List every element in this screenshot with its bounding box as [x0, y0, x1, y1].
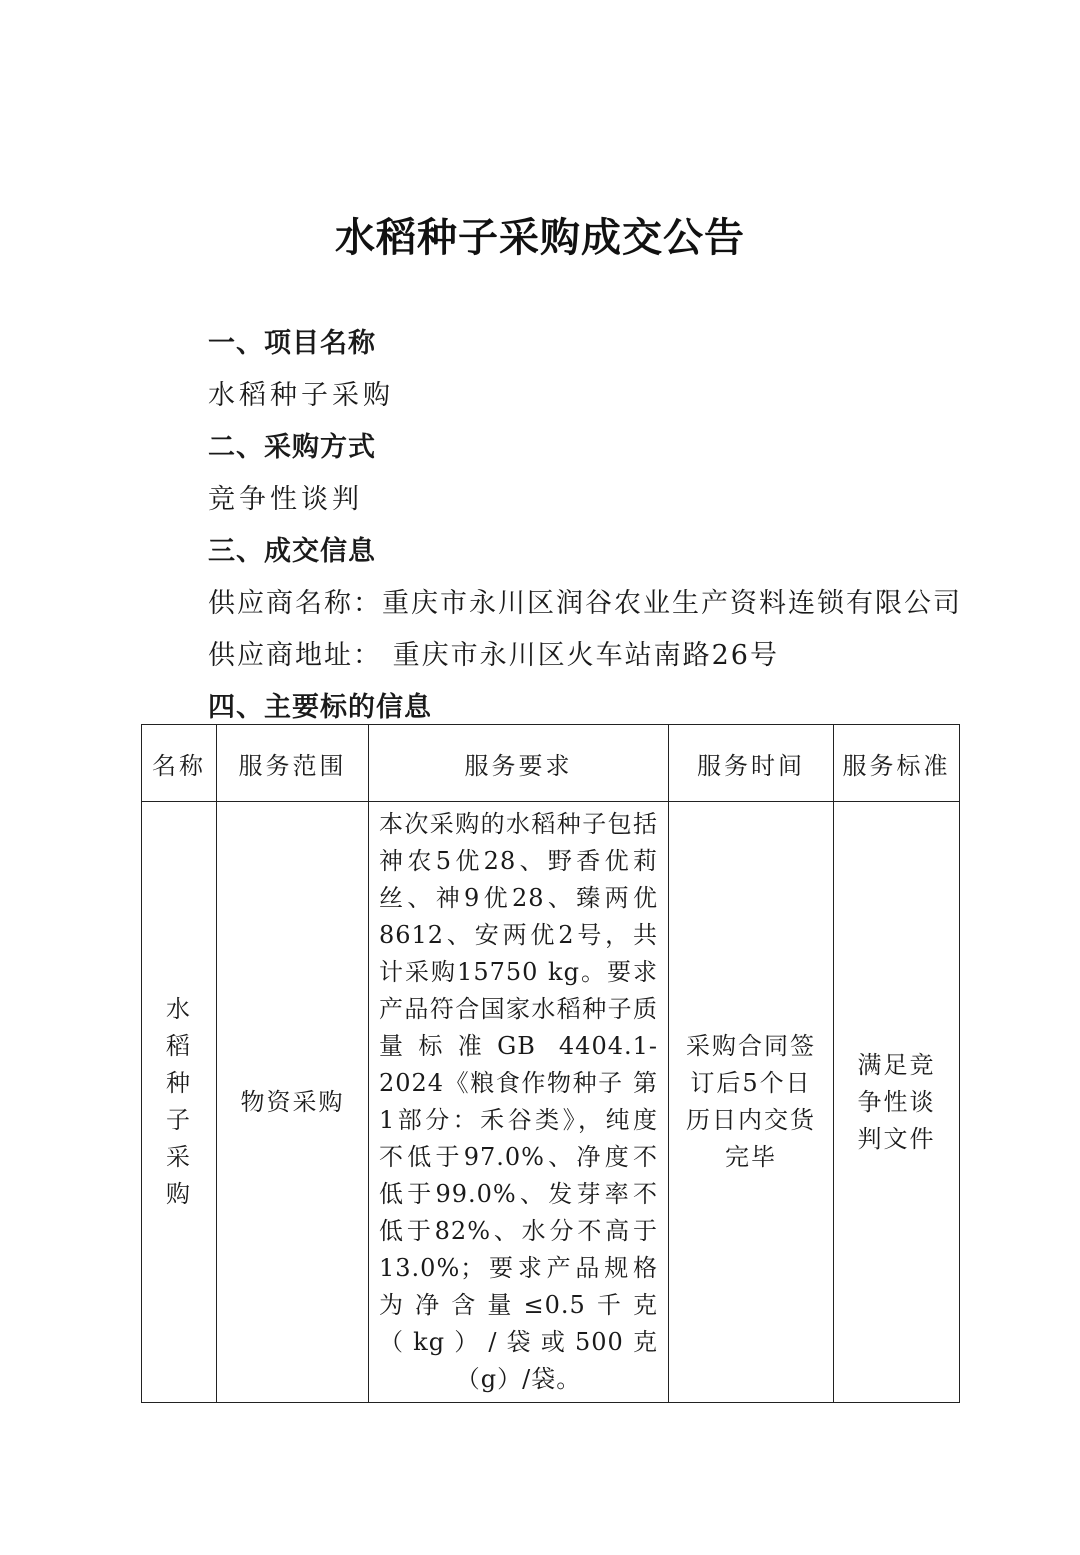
section-heading-project-name: 一、项目名称: [208, 328, 376, 359]
document-title: 水稻种子采购成交公告: [335, 215, 745, 261]
table-header-name: 名称: [142, 725, 217, 802]
supplier-name: 供应商名称：重庆市永川区润谷农业生产资料连锁有限公司: [208, 588, 962, 619]
table-header-time: 服务时间: [669, 725, 834, 802]
subject-info-table: [141, 724, 960, 1403]
cell-requirements: 本次采购的水稻种子包括神农5优28、野香优莉丝、神9优28、臻两优8612、安两优2号，共计采购15750 kg。要求产品符合国家水稻种子质量标准GB 4404.1-2024《粮食作物种子 第1部分：禾谷类》，纯度不低于97.0%、净度不低于99.0%、发芽率不低于82%、水分不高于13.0%；要求产品规格为净含量≤0.5千克（kg）/袋或500克（g）/袋。: [369, 802, 669, 1403]
table-header-row: [142, 725, 960, 802]
supplier-address: 供应商地址： 重庆市永川区火车站南路26号: [208, 640, 779, 671]
cell-name: 水稻种子采购: [142, 802, 217, 1403]
table-header-requirements: 服务要求: [369, 725, 669, 802]
section-heading-main-subject: 四、主要标的信息: [208, 692, 432, 723]
document-body: [208, 318, 968, 734]
table-row: [142, 802, 960, 1403]
table-header-scope: 服务范围: [217, 725, 369, 802]
cell-time: 采购合同签订后5个日历日内交货完毕: [669, 802, 834, 1403]
project-name-value: 水稻种子采购: [208, 380, 394, 411]
cell-scope: 物资采购: [217, 802, 369, 1403]
procurement-method-value: 竞争性谈判: [208, 484, 363, 515]
section-heading-procurement-method: 二、采购方式: [208, 432, 376, 463]
cell-standard: 满足竞争性谈判文件: [834, 802, 960, 1403]
table-header-standard: 服务标准: [834, 725, 960, 802]
section-heading-deal-info: 三、成交信息: [208, 536, 376, 567]
